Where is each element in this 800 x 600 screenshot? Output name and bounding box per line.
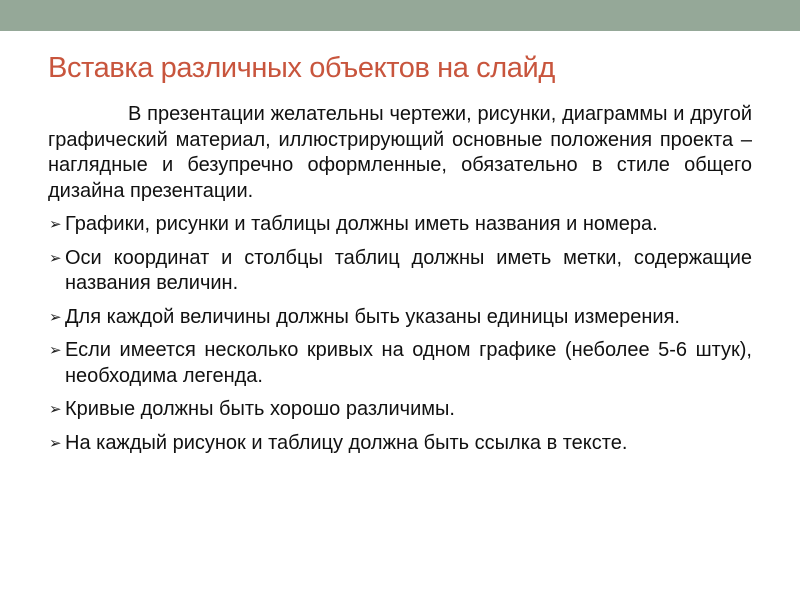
bullet-item: [48, 397, 752, 423]
bullet-text: Оси координат и столбцы таблиц должны иметь метки, содержащие названия величин.: [65, 246, 752, 294]
top-accent-bar: [0, 0, 800, 31]
bullet-item: [48, 305, 752, 331]
bullet-item: [48, 212, 752, 238]
bullet-text: Кривые должны быть хорошо различимы.: [65, 398, 455, 420]
bullet-text: На каждый рисунок и таблицу должна быть ссылка в тексте.: [65, 431, 628, 454]
bullet-item: [48, 431, 752, 457]
bullet-text: Для каждой величины должны быть указаны единицы измерения.: [65, 305, 680, 328]
arrowhead-bullet-icon: ➢: [49, 434, 62, 452]
bullet-text: Графики, рисунки и таблицы должны иметь названия и номера.: [65, 213, 658, 235]
bullet-item: [48, 246, 752, 297]
bullet-text: Если имеется несколько кривых на одном графике (неболее 5-6 штук), необходима легенда.: [65, 339, 752, 387]
arrowhead-bullet-icon: ➢: [49, 308, 62, 326]
slide-body: [48, 102, 752, 464]
bullet-item: [48, 338, 752, 389]
arrowhead-bullet-icon: ➢: [49, 342, 62, 359]
arrowhead-bullet-icon: ➢: [49, 249, 62, 267]
arrowhead-bullet-icon: ➢: [49, 216, 62, 233]
bullet-list: [48, 212, 752, 456]
slide-title: Вставка различных объектов на слайд: [48, 52, 555, 84]
arrowhead-bullet-icon: ➢: [49, 401, 62, 418]
intro-paragraph: В презентации желательны чертежи, рисунки, диаграммы и другой графический материал, иллюстрирующий основные положения проекта – наглядные и безупречно оформленные, обязательно в стиле общего дизайна презентации.: [48, 103, 752, 202]
